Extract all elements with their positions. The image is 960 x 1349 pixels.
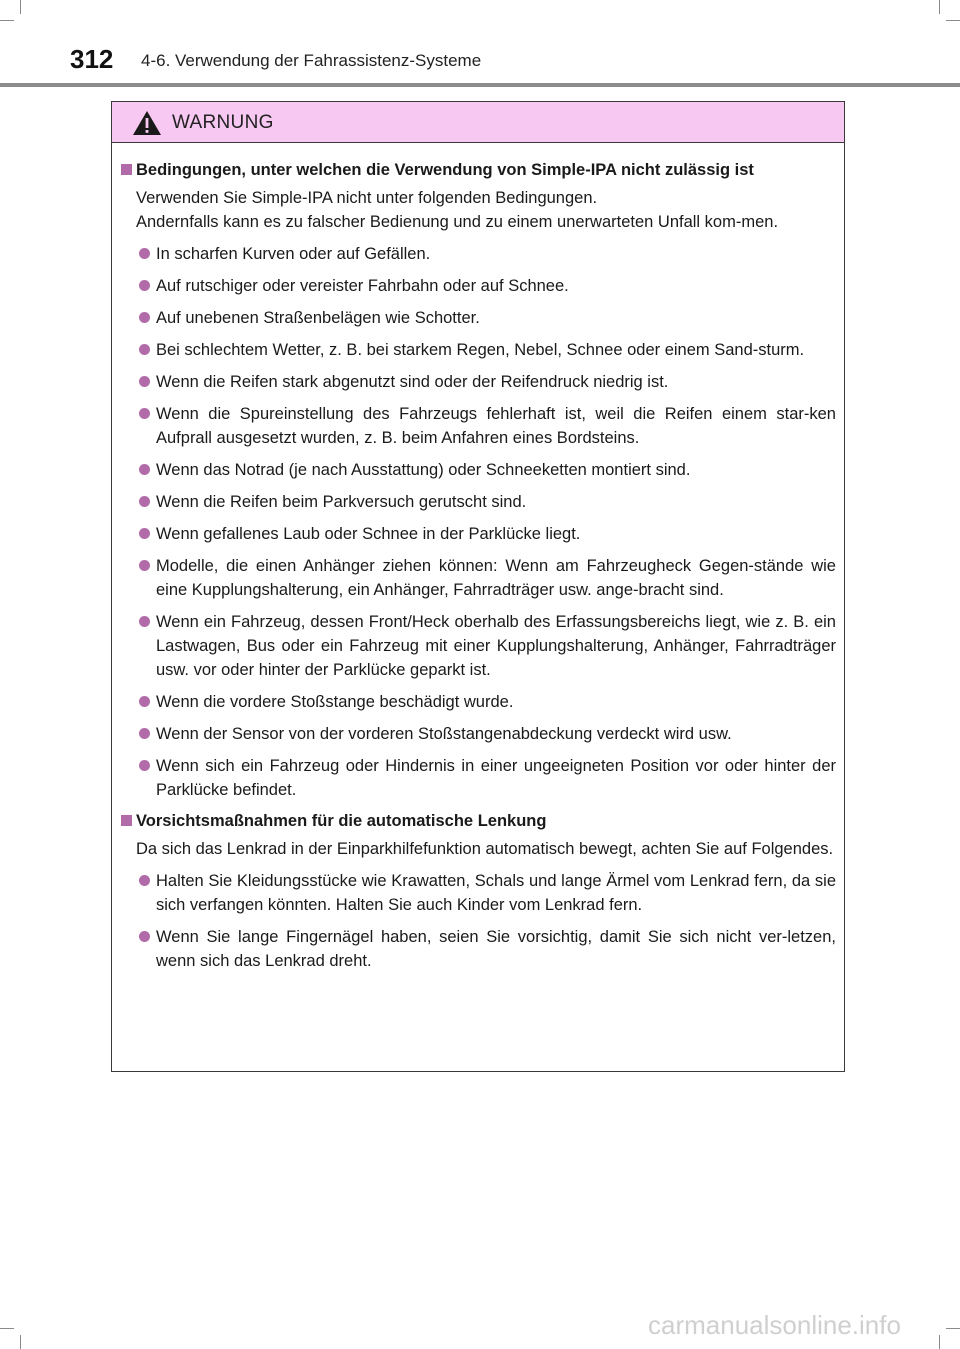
list-item-text: Wenn die Reifen stark abgenutzt sind oder der Reifendruck niedrig ist. bbox=[156, 373, 669, 391]
bullet-dot-icon bbox=[139, 696, 150, 707]
bullet-dot-icon bbox=[139, 728, 150, 739]
list-item bbox=[120, 402, 836, 450]
list-item bbox=[120, 522, 836, 546]
page-number: 312 bbox=[70, 44, 114, 74]
list-item bbox=[120, 690, 836, 714]
section-heading bbox=[120, 810, 836, 832]
intro-line: Da sich das Lenkrad in der Einparkhilfefunktion automatisch bewegt, achten Sie auf Folgendes. bbox=[136, 840, 834, 858]
intro-line: Verwenden Sie Simple-IPA nicht unter folgenden Bedingungen. bbox=[136, 189, 598, 207]
bullet-dot-icon bbox=[139, 344, 150, 355]
warning-body bbox=[112, 143, 844, 973]
list-item bbox=[120, 274, 836, 298]
list-item-text: Wenn das Notrad (je nach Ausstattung) oder Schneeketten montiert sind. bbox=[156, 461, 691, 479]
list-item-text: Auf unebenen Straßenbelägen wie Schotter. bbox=[156, 309, 480, 327]
list-item-text: In scharfen Kurven oder auf Gefällen. bbox=[156, 245, 431, 263]
intro-line: Andernfalls kann es zu falscher Bedienung und zu einem unerwarteten Unfall kom-men. bbox=[136, 213, 779, 231]
list-item-text: Wenn der Sensor von der vorderen Stoßstangenabdeckung verdeckt wird usw. bbox=[156, 725, 732, 743]
header-rule bbox=[0, 83, 960, 87]
square-bullet-icon bbox=[121, 815, 132, 826]
warning-header bbox=[112, 102, 844, 143]
list-item-text: Wenn gefallenes Laub oder Schnee in der Parklücke liegt. bbox=[156, 525, 581, 543]
bullet-dot-icon bbox=[139, 875, 150, 886]
crop-mark bbox=[0, 1328, 14, 1329]
bullet-dot-icon bbox=[139, 560, 150, 571]
bullet-dot-icon bbox=[139, 616, 150, 627]
list-item bbox=[120, 306, 836, 330]
crop-mark bbox=[20, 0, 21, 14]
list-item-text: Wenn Sie lange Fingernägel haben, seien Sie vorsichtig, damit Sie sich nicht ver-letzen, wenn sich das Lenkrad dreht. bbox=[156, 928, 836, 970]
list-item bbox=[120, 722, 836, 746]
bullet-dot-icon bbox=[139, 312, 150, 323]
bullet-dot-icon bbox=[139, 464, 150, 475]
list-item bbox=[120, 554, 836, 602]
list-item bbox=[120, 754, 836, 802]
list-item bbox=[120, 458, 836, 482]
warning-title: WARNUNG bbox=[172, 112, 274, 133]
list-item bbox=[120, 610, 836, 682]
crop-mark bbox=[946, 1328, 960, 1329]
section-intro bbox=[120, 837, 836, 861]
bullet-dot-icon bbox=[139, 528, 150, 539]
list-item bbox=[120, 242, 836, 266]
crop-mark bbox=[939, 0, 940, 14]
list-item-text: Modelle, die einen Anhänger ziehen können: Wenn am Fahrzeugheck Gegen-stände wie eine Kupplungshalterung, ein Anhänger, Fahrradträger usw. ange-bracht sind. bbox=[156, 557, 836, 599]
warning-triangle-icon bbox=[132, 110, 162, 136]
bullet-dot-icon bbox=[139, 408, 150, 419]
list-item-text: Wenn ein Fahrzeug, dessen Front/Heck oberhalb des Erfassungsbereichs liegt, wie z. B. ein Lastwagen, Bus oder ein Fahrzeug mit einer Kupplungshalterung, Anhänger, Fahrradträger usw. vor oder hinter der Parklücke geparkt ist. bbox=[156, 613, 836, 679]
list-item-text: Wenn die Reifen beim Parkversuch gerutscht sind. bbox=[156, 493, 527, 511]
bullet-dot-icon bbox=[139, 248, 150, 259]
list-item bbox=[120, 925, 836, 973]
list-item bbox=[120, 490, 836, 514]
bullet-dot-icon bbox=[139, 760, 150, 771]
crop-mark bbox=[20, 1335, 21, 1349]
chapter-title: 4-6. Verwendung der Fahrassistenz-Systeme bbox=[141, 51, 482, 70]
bullet-dot-icon bbox=[139, 496, 150, 507]
list-item-text: Wenn die vordere Stoßstange beschädigt wurde. bbox=[156, 693, 514, 711]
bullet-dot-icon bbox=[139, 280, 150, 291]
square-bullet-icon bbox=[121, 164, 132, 175]
list-item-text: Halten Sie Kleidungsstücke wie Krawatten, Schals und lange Ärmel vom Lenkrad fern, da sie sich verfangen könnten. Halten Sie auch Kinder vom Lenkrad fern. bbox=[156, 872, 836, 914]
section-intro bbox=[120, 186, 836, 234]
svg-text:carmanualsonline.info: carmanualsonline.info bbox=[648, 1310, 901, 1340]
bullet-dot-icon bbox=[139, 931, 150, 942]
section-heading-text: Bedingungen, unter welchen die Verwendung von Simple-IPA nicht zulässig ist bbox=[136, 161, 754, 179]
watermark bbox=[648, 1306, 948, 1342]
crop-mark bbox=[0, 20, 14, 21]
list-item-text: Wenn die Spureinstellung des Fahrzeugs fehlerhaft ist, weil die Reifen einem star-ken Aufprall ausgesetzt wurden, z. B. beim Anfahren eines Bordsteins. bbox=[156, 405, 836, 447]
list-item bbox=[120, 370, 836, 394]
list-item bbox=[120, 869, 836, 917]
section-heading-text: Vorsichtsmaßnahmen für die automatische Lenkung bbox=[136, 812, 547, 830]
list-item-text: Bei schlechtem Wetter, z. B. bei starkem Regen, Nebel, Schnee oder einem Sand-sturm. bbox=[156, 341, 805, 359]
bullet-dot-icon bbox=[139, 376, 150, 387]
section-heading bbox=[120, 159, 836, 181]
list-item bbox=[120, 338, 836, 362]
list-item-text: Auf rutschiger oder vereister Fahrbahn oder auf Schnee. bbox=[156, 277, 569, 295]
warning-box bbox=[111, 101, 845, 1072]
list-item-text: Wenn sich ein Fahrzeug oder Hindernis in einer ungeeigneten Position vor oder hinter der Parklücke befindet. bbox=[156, 757, 836, 799]
crop-mark bbox=[946, 20, 960, 21]
